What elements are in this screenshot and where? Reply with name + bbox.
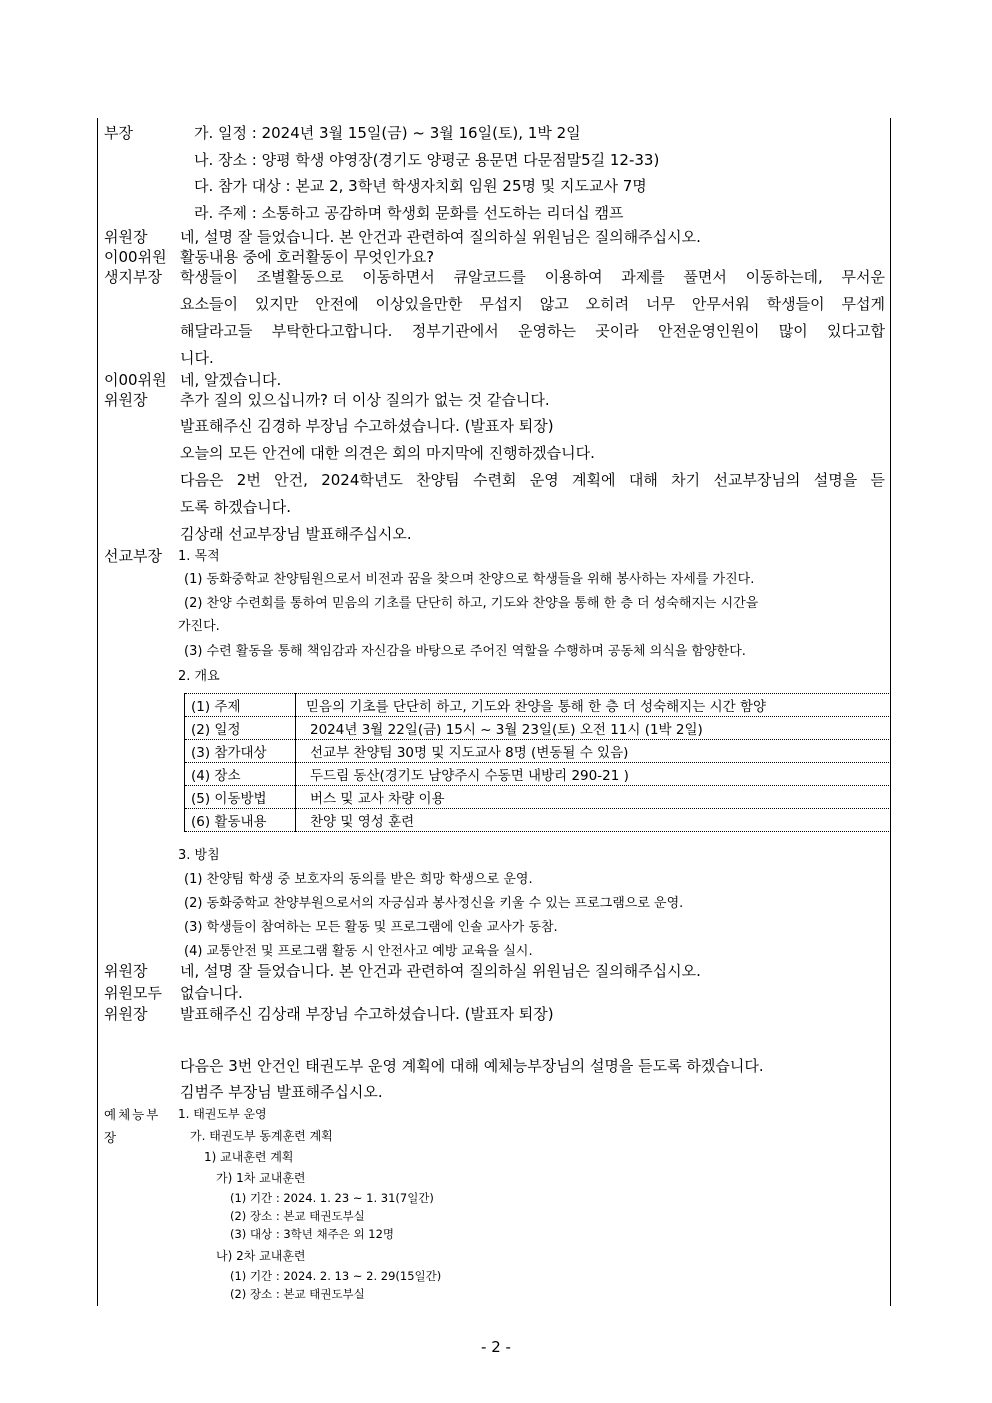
table-key: (1) 주제 [185, 694, 296, 717]
section-heading: 1. 목적 [178, 549, 220, 564]
speaker-label: 위원장 [104, 1005, 148, 1023]
dialog-text: 발표해주신 김경하 부장님 수고하셨습니다. (발표자 퇴장) [180, 417, 554, 435]
speaker-label: 이00위원 [104, 371, 167, 389]
training-heading: 나) 2차 교내훈련 [216, 1249, 306, 1263]
table-value: 두드림 동산(경기도 남양주시 수동면 내방리 290-21 ) [296, 763, 890, 786]
table-row [185, 694, 890, 717]
camp-theme: 라. 주제 : 소통하고 공감하며 학생회 문화를 선도하는 리더십 캠프 [194, 204, 624, 222]
overview-table [184, 693, 889, 832]
training-heading: 가) 1차 교내훈련 [216, 1171, 306, 1185]
table-key: (3) 참가대상 [185, 740, 296, 763]
camp-place: 나. 장소 : 양평 학생 야영장(경기도 양평군 용문면 다문점말5길 12-33) [194, 151, 660, 169]
policy-item: (3) 학생들이 참여하는 모든 활동 및 프로그램에 인솔 교사가 동참. [184, 920, 558, 935]
dialog-text: 다음은 3번 안건인 태권도부 운영 계획에 대해 예체능부장님의 설명을 듣도록 하겠습니다. [180, 1057, 764, 1075]
plan-subheading: 1) 교내훈련 계획 [204, 1150, 294, 1164]
page-number: - 2 - [481, 1338, 511, 1356]
purpose-item: (3) 수련 활동을 통해 책임감과 자신감을 바탕으로 주어진 역할을 수행하며 공동체 의식을 함양한다. [184, 644, 746, 659]
table-row [185, 786, 890, 809]
training-item: (3) 대상 : 3학년 채주은 외 12명 [230, 1227, 395, 1241]
dialog-text: 추가 질의 있으십니까? 더 이상 질의가 없는 것 같습니다. [180, 391, 550, 409]
policy-item: (2) 동화중학교 찬양부원으로서의 자긍심과 봉사정신을 키울 수 있는 프로그램으로 운영. [184, 896, 684, 911]
speaker-label: 예체능부 [104, 1107, 161, 1122]
table-key: (5) 이동방법 [185, 786, 296, 809]
table-value: 버스 및 교사 차량 이용 [296, 786, 890, 809]
speaker-label: 위원모두 [104, 984, 162, 1002]
training-item: (1) 기간 : 2024. 2. 13 ~ 2. 29(15일간) [230, 1269, 442, 1283]
dialog-text: 오늘의 모든 안건에 대한 의견은 회의 마지막에 진행하겠습니다. [180, 444, 595, 462]
purpose-item: 가진다. [178, 619, 220, 634]
dialog-text: 발표해주신 김상래 부장님 수고하셨습니다. (발표자 퇴장) [180, 1005, 554, 1023]
dialog-text: 활동내용 중에 호러활동이 무엇인가요? [180, 248, 435, 266]
dialog-text: 네, 설명 잘 들었습니다. 본 안건과 관련하여 질의하실 위원님은 질의해주십시오. [180, 228, 701, 246]
speaker-label: 이00위원 [104, 248, 167, 266]
dialog-text: 도록 하겠습니다. [180, 498, 291, 516]
policy-item: (4) 교통안전 및 프로그램 활동 시 안전사고 예방 교육을 실시. [184, 944, 533, 959]
speaker-label: 부장 [104, 124, 133, 142]
dialog-text: 학생들이 조별활동으로 이동하면서 큐알코드를 이용하여 과제를 풀면서 이동하는데, 무서운 [180, 268, 885, 286]
camp-schedule: 가. 일정 : 2024년 3월 15일(금) ~ 3월 16일(토), 1박 2일 [194, 124, 581, 142]
speaker-label: 위원장 [104, 391, 148, 409]
dialog-text: 다음은 2번 안건, 2024학년도 찬양팀 수련회 운영 계획에 대해 차기 선교부장님의 설명을 듣 [180, 471, 885, 489]
table-key: (2) 일정 [185, 717, 296, 740]
purpose-item: (2) 찬양 수련회를 통하여 믿음의 기초를 단단히 하고, 기도와 찬양을 통해 한 층 더 성숙해지는 시간을 [184, 596, 759, 611]
section-heading: 2. 개요 [178, 669, 220, 684]
speaker-label: 위원장 [104, 228, 148, 246]
table-value: 믿음의 기초를 단단히 하고, 기도와 찬양을 통해 한 층 더 성숙해지는 시간 함양 [296, 694, 890, 717]
table-key: (4) 장소 [185, 763, 296, 786]
table-row [185, 740, 890, 763]
purpose-item: (1) 동화중학교 찬양팀원으로서 비전과 꿈을 찾으며 찬양으로 학생들을 위해 봉사하는 자세를 가진다. [184, 572, 755, 587]
dialog-text: 김범주 부장님 발표해주십시오. [180, 1083, 383, 1101]
dialog-text: 해달라고들 부탁한다고합니다. 정부기관에서 운영하는 곳이라 안전운영인원이 많이 있다고합 [180, 322, 885, 340]
dialog-text: 없습니다. [180, 984, 243, 1002]
section-heading: 1. 태권도부 운영 [178, 1107, 267, 1121]
training-item: (2) 장소 : 본교 태권도부실 [230, 1287, 365, 1301]
table-key: (6) 활동내용 [185, 809, 296, 832]
table-row [185, 717, 890, 740]
dialog-text: 네, 알겠습니다. [180, 371, 282, 389]
training-item: (1) 기간 : 2024. 1. 23 ~ 1. 31(7일간) [230, 1191, 434, 1205]
table-value: 찬양 및 영성 훈련 [296, 809, 890, 832]
table-row [185, 763, 890, 786]
camp-participants: 다. 참가 대상 : 본교 2, 3학년 학생자치회 임원 25명 및 지도교사 7명 [194, 177, 647, 195]
speaker-label: 생지부장 [104, 268, 162, 286]
dialog-text: 니다. [180, 349, 214, 367]
section-heading: 3. 방침 [178, 848, 220, 863]
dialog-text: 요소들이 있지만 안전에 이상있을만한 무섭지 않고 오히려 너무 안무서워 학생들이 무섭게 [180, 295, 885, 313]
dialog-text: 김상래 선교부장님 발표해주십시오. [180, 525, 412, 543]
speaker-label: 선교부장 [104, 547, 162, 565]
table-row [185, 809, 890, 832]
table-value: 선교부 찬양팀 30명 및 지도교사 8명 (변동될 수 있음) [296, 740, 890, 763]
training-item: (2) 장소 : 본교 태권도부실 [230, 1209, 365, 1223]
table-value: 2024년 3월 22일(금) 15시 ~ 3월 23일(토) 오전 11시 (1박 2일) [296, 717, 890, 740]
speaker-label: 장 [104, 1130, 117, 1145]
speaker-label: 위원장 [104, 962, 148, 980]
policy-item: (1) 찬양팀 학생 중 보호자의 동의를 받은 희망 학생으로 운영. [184, 872, 533, 887]
plan-heading: 가. 태권도부 동계훈련 계획 [190, 1129, 333, 1143]
dialog-text: 네, 설명 잘 들었습니다. 본 안건과 관련하여 질의하실 위원님은 질의해주십시오. [180, 962, 701, 980]
